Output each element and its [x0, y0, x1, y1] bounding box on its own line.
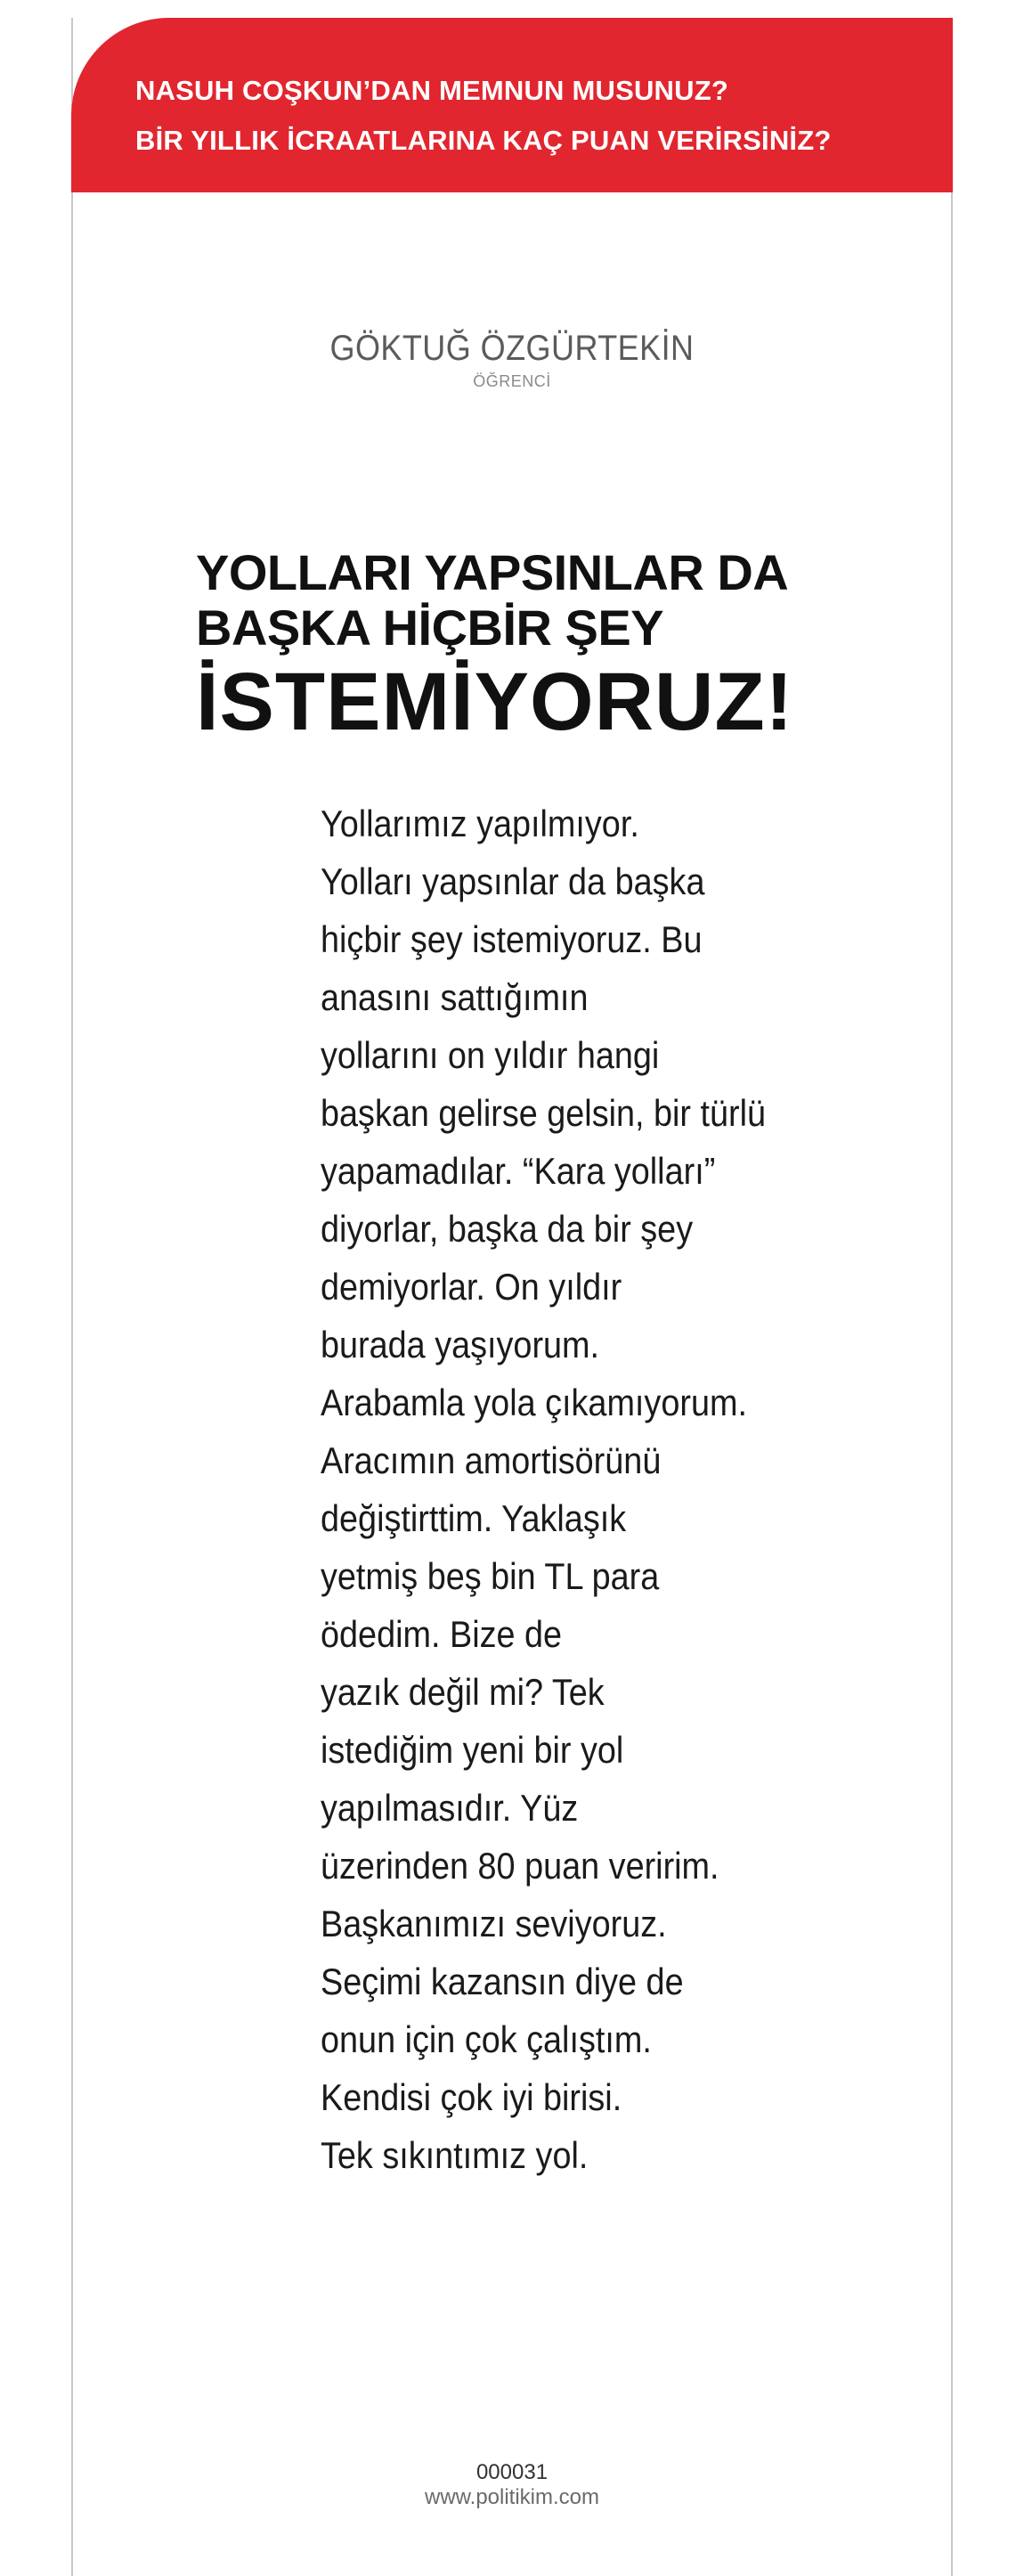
site-url: www.politikim.com: [424, 2485, 600, 2509]
body-line: Yolları yapsınlar da başka: [321, 860, 705, 902]
body-line: yollarını on yıldır hangi: [321, 1034, 660, 1076]
body-line: yazık değil mi? Tek: [321, 1671, 605, 1713]
headline: [196, 545, 908, 748]
body-line: diyorlar, başka da bir şey: [321, 1208, 694, 1250]
page-code: 000031: [475, 2460, 549, 2484]
body-line: yapılmasıdır. Yüz: [321, 1787, 579, 1829]
body-line: Tek sıkıntımız yol.: [321, 2134, 589, 2176]
body-line: Yollarımız yapılmıyor.: [321, 803, 639, 844]
quote-body: [321, 795, 873, 2184]
footer: [71, 2460, 953, 2510]
body-line: yapamadılar. “Kara yolları”: [321, 1150, 716, 1192]
header-question-line-2: BİR YILLIK İCRAATLARINA KAÇ PUAN VERİRSİNİZ?: [135, 125, 832, 156]
person-block: [71, 328, 953, 391]
body-line: istediğim yeni bir yol: [321, 1729, 624, 1771]
body-line: yetmiş beş bin TL para: [321, 1555, 660, 1597]
headline-line-3: İSTEMİYORUZ!: [196, 656, 794, 747]
body-line: hiçbir şey istemiyoruz. Bu: [321, 918, 703, 960]
body-line: Başkanımızı seviyoruz.: [321, 1903, 667, 1944]
headline-line-1: YOLLARI YAPSINLAR DA: [196, 544, 789, 600]
body-line: Aracımın amortisörünü: [321, 1439, 662, 1481]
body-line: değiştirttim. Yaklaşık: [321, 1497, 627, 1539]
header-question-line-1: NASUH COŞKUN’DAN MEMNUN MUSUNUZ?: [135, 75, 728, 106]
header-banner: [71, 18, 953, 192]
body-line: demiyorlar. On yıldır: [321, 1266, 622, 1308]
body-line: Kendisi çok iyi birisi.: [321, 2076, 622, 2118]
person-role: ÖĞRENCİ: [473, 372, 551, 390]
body-line: ödedim. Bize de: [321, 1613, 563, 1655]
body-line: başkan gelirse gelsin, bir türlü: [321, 1092, 767, 1134]
body-line: Arabamla yola çıkamıyorum.: [321, 1382, 747, 1423]
body-line: üzerinden 80 puan veririm.: [321, 1845, 719, 1887]
body-line: onun için çok çalıştım.: [321, 2018, 652, 2060]
body-line: Seçimi kazansın diye de: [321, 1961, 684, 2002]
body-line: burada yaşıyorum.: [321, 1324, 600, 1365]
body-line: anasını sattığımın: [321, 976, 589, 1018]
person-name: GÖKTUĞ ÖZGÜRTEKİN: [329, 329, 695, 368]
headline-line-2: BAŞKA HİÇBİR ŞEY: [196, 599, 664, 656]
